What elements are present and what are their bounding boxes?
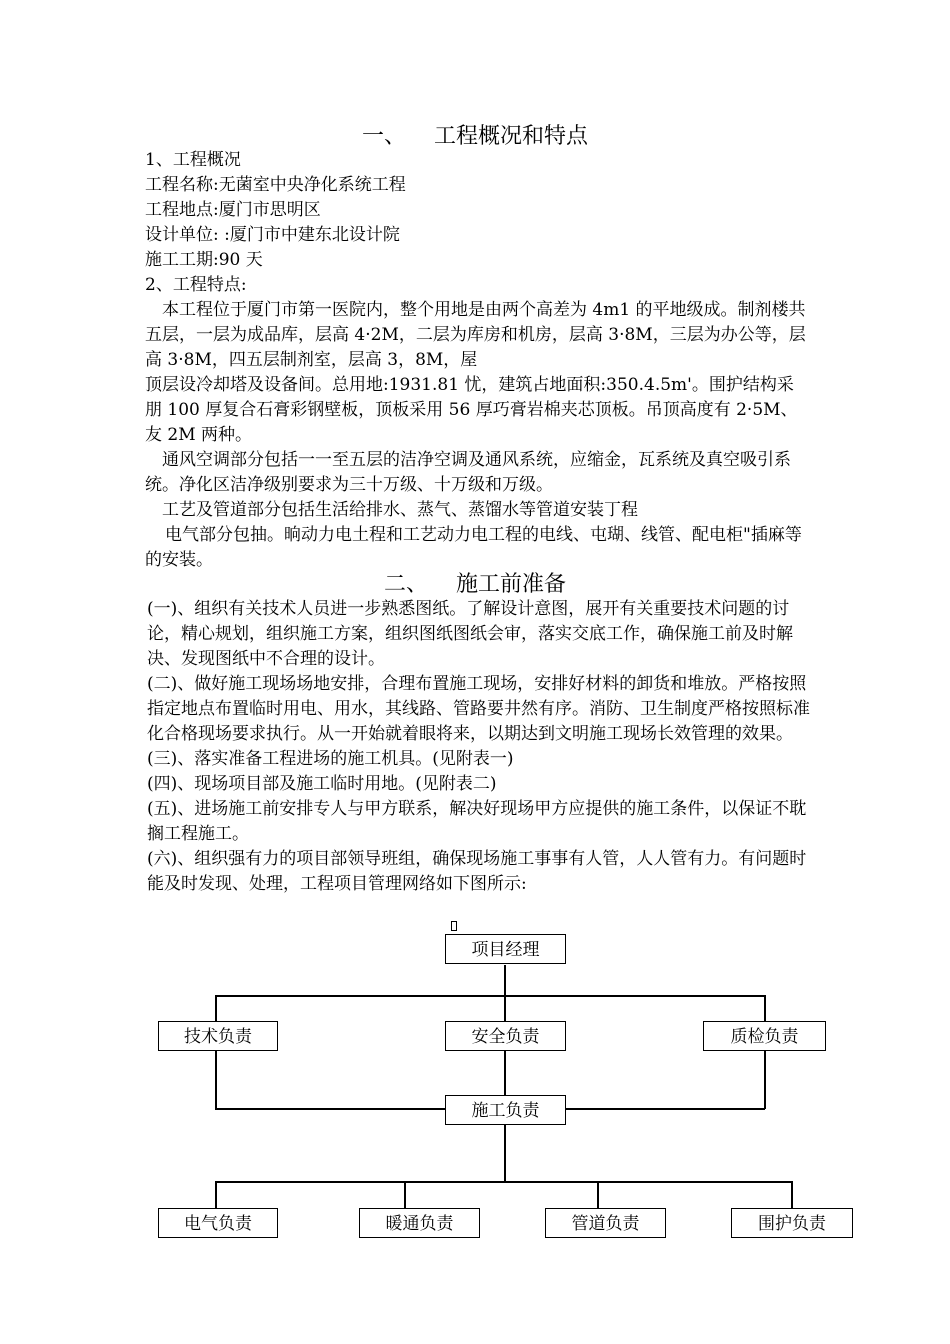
prep-item: (四)、现场项目部及施工临时用地。(见附表二) [147, 774, 497, 794]
design-unit: 设计单位: :厦门市中建东北设计院 [145, 225, 400, 245]
features-subheading: 2、工程特点: [145, 275, 247, 295]
prep-item: (一)、组织有关技术人员进一步熟悉图纸。了解设计意图，展开有关重要技术问题的讨论，精心规划，组织施工方案，组织图纸图纸会审，落实交底工作，确保施工前及时解决、发现图纸中不合理的设计。 [147, 599, 793, 669]
prep-item: (五)、进场施工前安排专人与甲方联系，解决好现场甲方应提供的施工条件，以保证不耽搁工程施工。 [147, 799, 807, 844]
section2-title: 施工前准备 [456, 572, 567, 597]
connector-line [215, 1181, 792, 1183]
org-node-safety: 安全负责 [445, 1021, 566, 1051]
connector-line [215, 1181, 217, 1208]
org-node-electrical: 电气负责 [158, 1208, 278, 1238]
connector-line [764, 1051, 766, 1109]
overview-subheading: 1、工程概况 [145, 150, 241, 170]
connector-line [566, 1108, 765, 1110]
connector-line [215, 995, 765, 997]
connector-line [597, 1181, 599, 1208]
connector-line [764, 995, 766, 1021]
org-node-project-manager: 项目经理 [445, 934, 566, 964]
org-node-hvac: 暖通负责 [359, 1208, 480, 1238]
section1-number: 一、 [361, 124, 406, 149]
prep-item: (二)、做好施工现场场地安排，合理布置施工现场，安排好材料的卸货和堆放。严格按照指定地点布置临时用电、用水，其线路、管路要井然有序。消防、卫生制度严格按照标准化合格现场要求执行。从一开始就着眼将来，以期达到文明施工现场长效管理的效果。 [147, 674, 810, 744]
feature-paragraph: 本工程位于厦门市第一医院内，整个用地是由两个高差为 4m1 的平地级成。制剂楼共五层，一层为成品库，层高 4·2M，二层为库房和机房，层高 3·8M，三层为办公等，层高 3·8M，四五层制剂室，层高 3，8M，屋 [145, 300, 806, 370]
feature-paragraph: 工艺及管道部分包括生活给排水、蒸气、蒸馏水等管道安装丁程 [162, 500, 638, 520]
feature-paragraph: 通风空调部分包括一一至五层的洁净空调及通风系统，应缩金，瓦系统及真空吸引系统。净化区洁净级别要求为三十万级、十万级和万级。 [145, 450, 791, 495]
org-node-construction: 施工负责 [445, 1095, 566, 1125]
anchor-marker [451, 921, 457, 931]
connector-line [791, 1181, 793, 1208]
prep-item: (六)、组织强有力的项目部领导班组，确保现场施工事事有人管，人人管有力。有问题时能及时发现、处理，工程项目管理网络如下图所示: [147, 849, 807, 894]
feature-paragraph: 电气部分包抽。晌动力电土程和工艺动力电工程的电线、屯瑚、线管、配电柜"插麻等的安装。 [145, 525, 802, 570]
prep-item: (三)、落实准备工程进场的施工机具。(见附表一) [147, 749, 514, 769]
connector-line [215, 1108, 445, 1110]
connector-line [404, 1181, 406, 1208]
construction-period: 施工工期:90 天 [145, 250, 263, 270]
connector-line [504, 965, 506, 995]
org-node-piping: 管道负责 [545, 1208, 666, 1238]
connector-line [215, 995, 217, 1021]
org-node-technical: 技术负责 [158, 1021, 278, 1051]
connector-line [504, 1125, 506, 1182]
project-name: 工程名称:无菌室中央净化系统工程 [145, 175, 406, 195]
feature-paragraph: 顶层设冷却塔及设备间。总用地:1931.81 忧，建筑占地面积:350.4.5m'。围护结构采朋 100 厚复合石膏彩钢壁板，顶板采用 56 厚巧膏岩棉夹芯顶板。吊顶高度有 2·5M、友 2M 两种。 [145, 375, 798, 445]
org-node-quality: 质检负责 [703, 1021, 826, 1051]
connector-line [215, 1051, 217, 1109]
section2-number: 二、 [383, 572, 428, 597]
section1-title: 工程概况和特点 [434, 124, 589, 149]
connector-line [504, 995, 506, 1021]
connector-line [504, 1051, 506, 1095]
org-node-enclosure: 围护负责 [731, 1208, 853, 1238]
project-location: 工程地点:厦门市思明区 [145, 200, 321, 220]
